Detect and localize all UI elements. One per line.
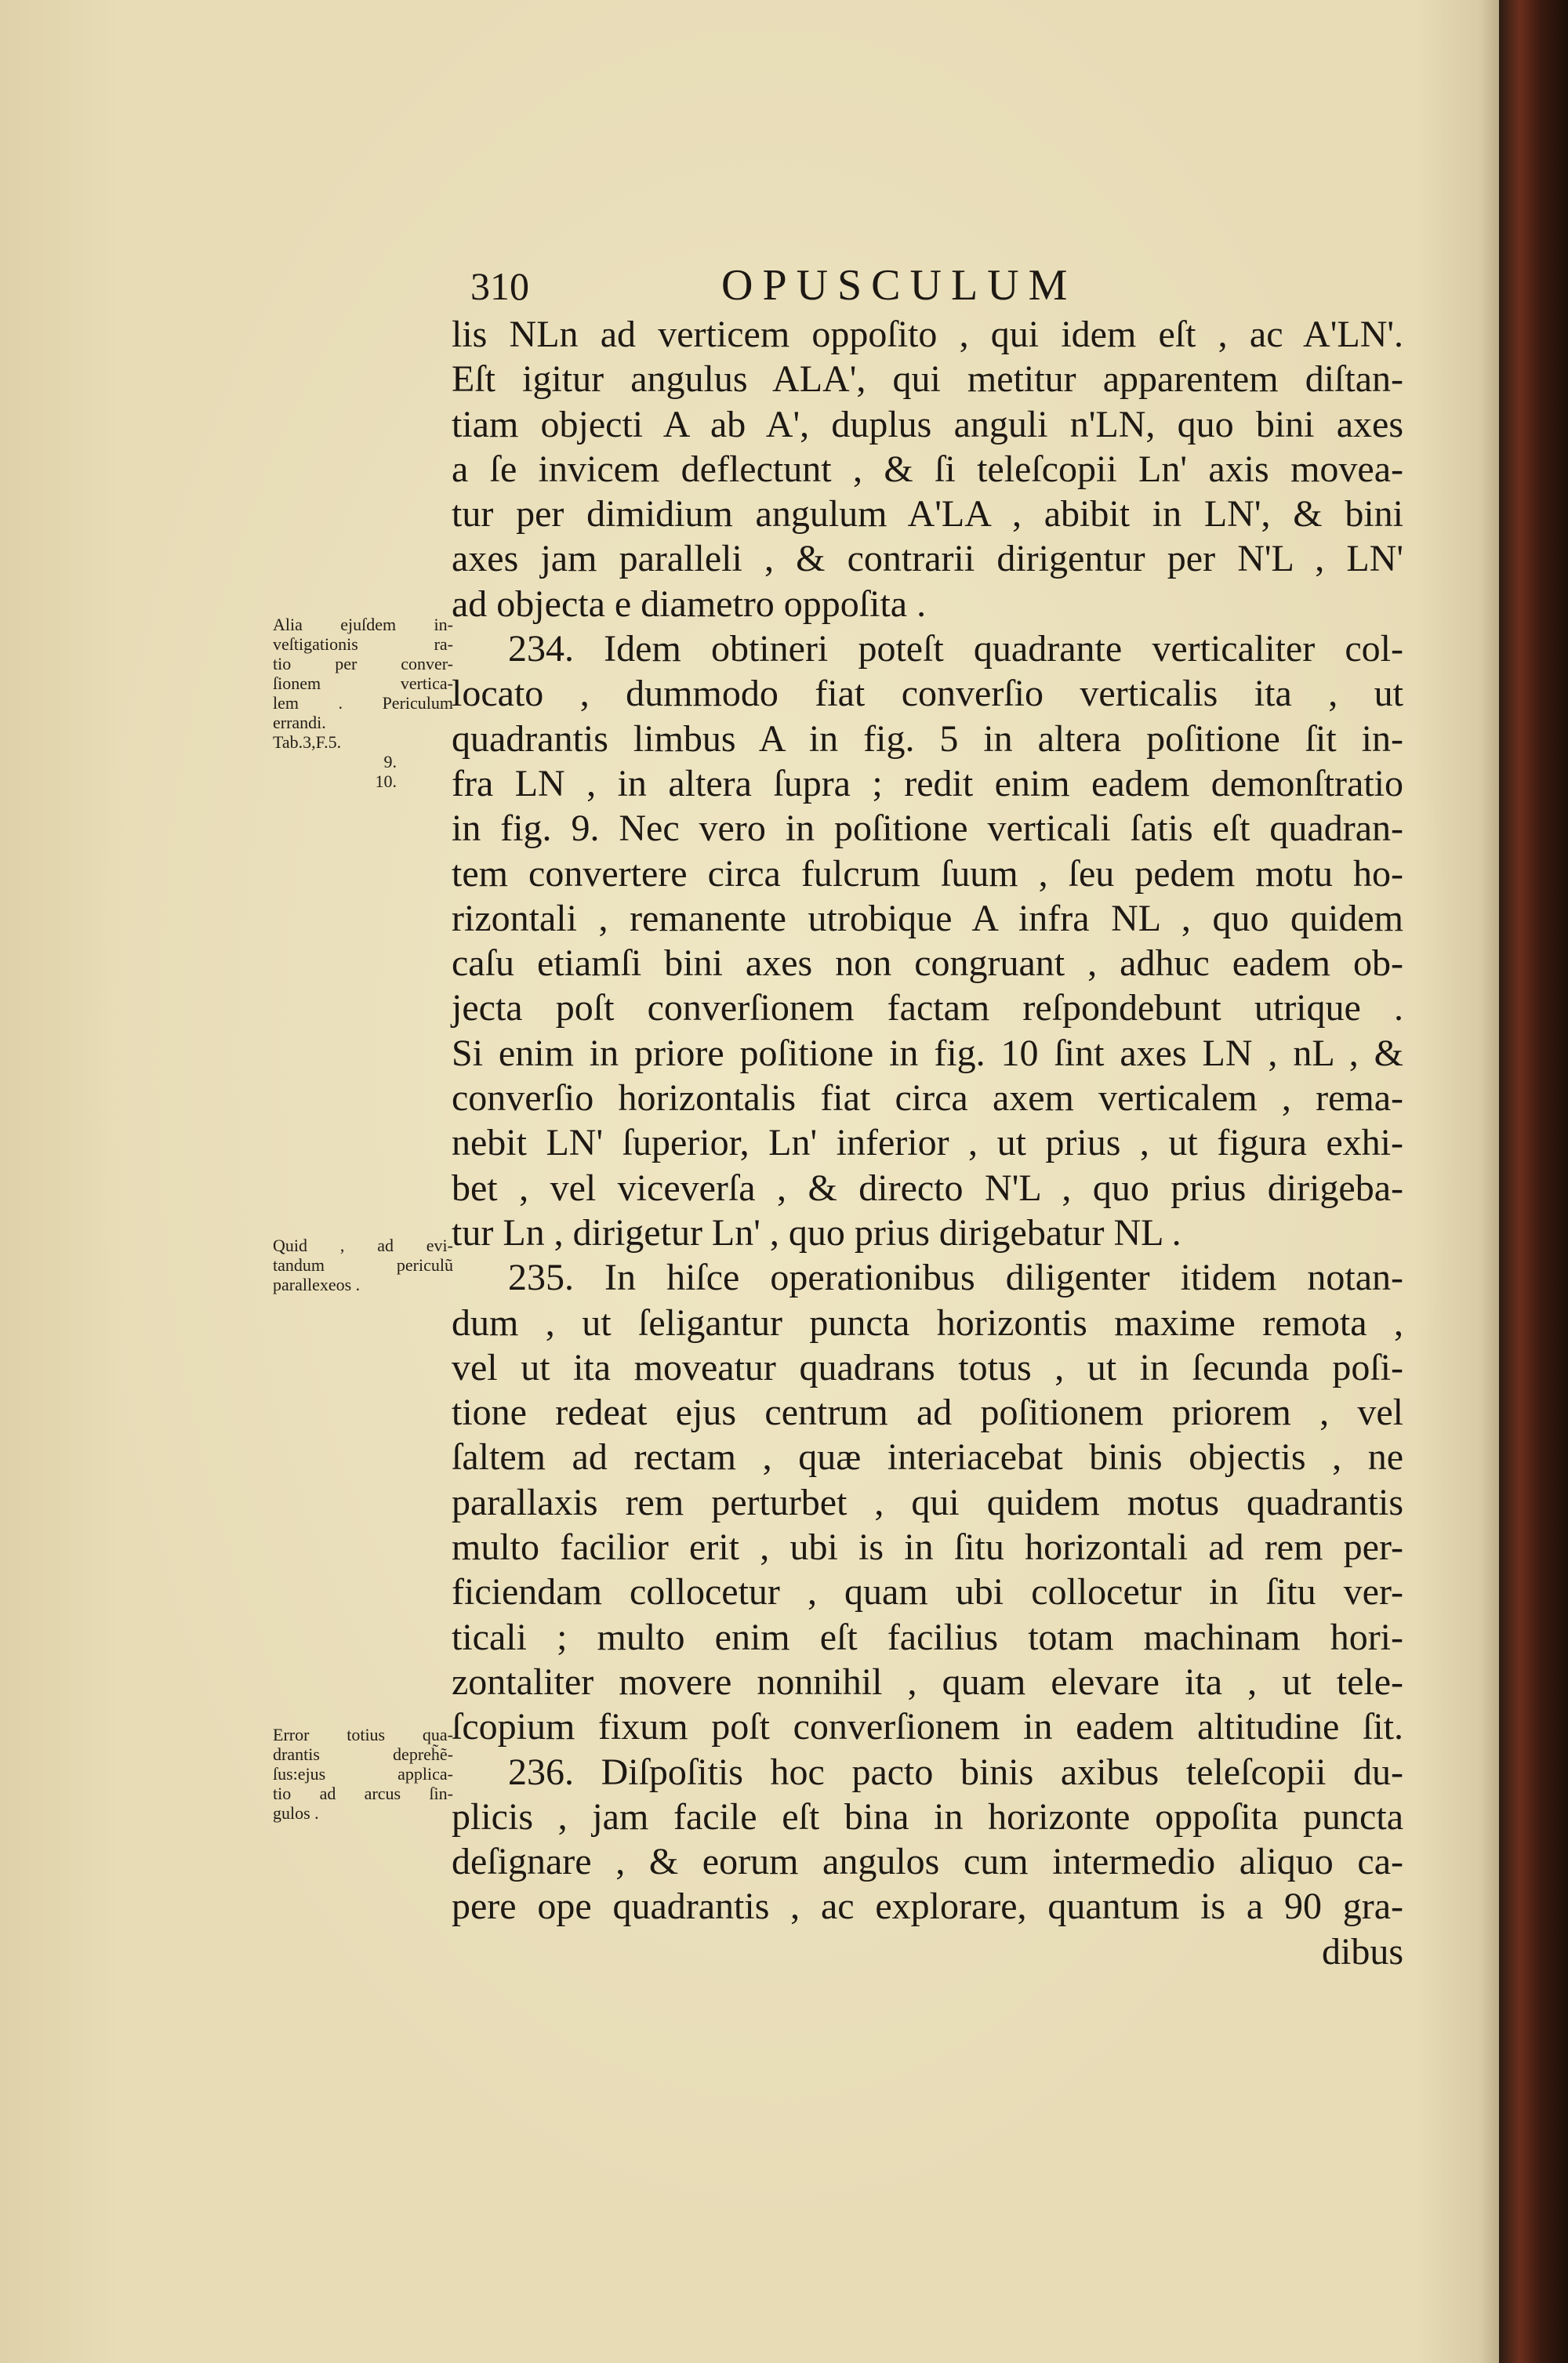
- body-text: [452, 312, 1403, 1974]
- paragraph-234-start: 234. Idem obtineri poteſt quadrante verticaliter col-: [508, 628, 1403, 670]
- text-line: tem convertere circa fulcrum ſuum , ſeu pedem motu ho-: [452, 852, 1403, 895]
- margin-note-line: tio ad arcus ſin-: [273, 1784, 453, 1803]
- running-title: OPUSCULUM: [721, 261, 1077, 310]
- text-line: ſaltem ad rectam , quæ interiacebat binis objectis , ne: [452, 1436, 1403, 1479]
- text-line: rizontali , remanente utrobique A infra NL , quo quidem: [452, 897, 1403, 939]
- margin-note-line: ſus:ejus applica-: [273, 1764, 453, 1784]
- text-line: ſcopium fixum poſt converſionem in eadem altitudine ſit.: [452, 1706, 1403, 1748]
- margin-note-line: lem . Periculum: [273, 693, 453, 713]
- text-line: ad objecta e diametro oppoſita .: [452, 583, 927, 625]
- paragraph-235-start: 235. In hiſce operationibus diligenter itidem notan-: [508, 1257, 1403, 1299]
- text-line: fra LN , in altera ſupra ; redit enim eadem demonſtratio: [452, 762, 1403, 804]
- text-line: jecta poſt converſionem factam reſpondebunt utrique .: [452, 987, 1403, 1029]
- margin-note-235: [273, 1236, 453, 1294]
- text-line: converſio horizontalis fiat circa axem verticalem , rema-: [452, 1077, 1403, 1120]
- figure-reference: 9.: [383, 752, 397, 771]
- text-line: in fig. 9. Nec vero in poſitione verticali ſatis eſt quadran-: [452, 808, 1403, 850]
- margin-note-line: tandum periculũ: [273, 1255, 453, 1275]
- text-line: ticali ; multo enim eſt facilius totam machinam hori-: [452, 1616, 1403, 1658]
- text-line: lis NLn ad verticem oppoſito , qui idem eſt , ac A'LN'.: [452, 314, 1403, 355]
- text-line: tur per dimidium angulum A'LA , abibit in LN', & bini: [452, 493, 1403, 535]
- text-line: dum , ut ſeligantur puncta horizontis maxime remota ,: [452, 1301, 1403, 1344]
- text-line: zontaliter movere nonnihil , quam elevare ita , ut tele-: [452, 1661, 1403, 1703]
- margin-note-line: Alia ejuſdem in-: [273, 615, 453, 634]
- margin-note-236: [273, 1725, 453, 1823]
- text-line: bet , vel viceverſa , & directo N'L , quo prius dirigeba-: [452, 1167, 1403, 1209]
- text-line: tur Ln , dirigetur Ln' , quo prius dirigebatur NL .: [452, 1211, 1181, 1254]
- margin-note-line: Quid , ad evi-: [273, 1236, 453, 1255]
- margin-note-234: [273, 615, 453, 791]
- text-line: nebit LN' ſuperior, Ln' inferior , ut prius , ut figura exhi-: [452, 1122, 1403, 1164]
- margin-note-line: ſionem vertica-: [273, 673, 453, 693]
- margin-note-line: drantis depreh̃ẽ-: [273, 1744, 453, 1764]
- text-line: tione redeat ejus centrum ad poſitionem priorem , vel: [452, 1392, 1403, 1434]
- margin-note-line: gulos .: [273, 1803, 319, 1823]
- book-spine: [1499, 0, 1568, 2363]
- margin-note-line: Error totius qua-: [273, 1725, 453, 1744]
- text-line: caſu etiamſi bini axes non congruant , adhuc eadem ob-: [452, 942, 1403, 985]
- figure-reference: Tab.3,F.5.: [273, 732, 342, 752]
- text-line: quadrantis limbus A in fig. 5 in altera poſitione ſit in-: [452, 717, 1403, 760]
- margin-note-line: veſtigationis ra-: [273, 634, 453, 654]
- margin-note-line: parallexeos .: [273, 1275, 361, 1294]
- text-line: a ſe invicem deflectunt , & ſi teleſcopii Ln' axis movea-: [452, 448, 1403, 490]
- text-line: Si enim in priore poſitione in fig. 10 ſint axes LN , nL , &: [452, 1032, 1403, 1074]
- margin-note-line: errandi.: [273, 713, 326, 732]
- text-line: vel ut ita moveatur quadrans totus , ut in ſecunda poſi-: [452, 1346, 1403, 1388]
- text-line: Eſt igitur angulus ALA', qui metitur apparentem diſtan-: [452, 358, 1403, 401]
- text-line: axes jam paralleli , & contrarii dirigentur per N'L , LN': [452, 538, 1403, 580]
- catchword-line: dibus: [1321, 1930, 1403, 1973]
- text-line: parallaxis rem perturbet , qui quidem motus quadrantis: [452, 1481, 1403, 1523]
- paragraph-236-start: 236. Diſpoſitis hoc pacto binis axibus teleſcopii du-: [508, 1751, 1403, 1793]
- text-line: deſignare , & eorum angulos cum intermedio aliquo ca-: [452, 1841, 1403, 1883]
- text-line: locato , dummodo fiat converſio verticalis ita , ut: [452, 673, 1403, 715]
- margin-note-line: tio per conver-: [273, 654, 453, 673]
- text-line: ficiendam collocetur , quam ubi collocetur in ſitu ver-: [452, 1571, 1403, 1613]
- page-header: [470, 263, 1411, 318]
- text-line: tiam objecti A ab A', duplus anguli n'LN, quo bini axes: [452, 403, 1403, 445]
- figure-reference: 10.: [375, 771, 397, 791]
- text-line: multo facilior erit , ubi is in ſitu horizontali ad rem per-: [452, 1526, 1403, 1569]
- text-line: plicis , jam facile eſt bina in horizonte oppoſita puncta: [452, 1795, 1403, 1838]
- page-number: 310: [470, 264, 529, 308]
- text-line: pere ope quadrantis , ac explorare, quantum is a 90 gra-: [452, 1886, 1403, 1928]
